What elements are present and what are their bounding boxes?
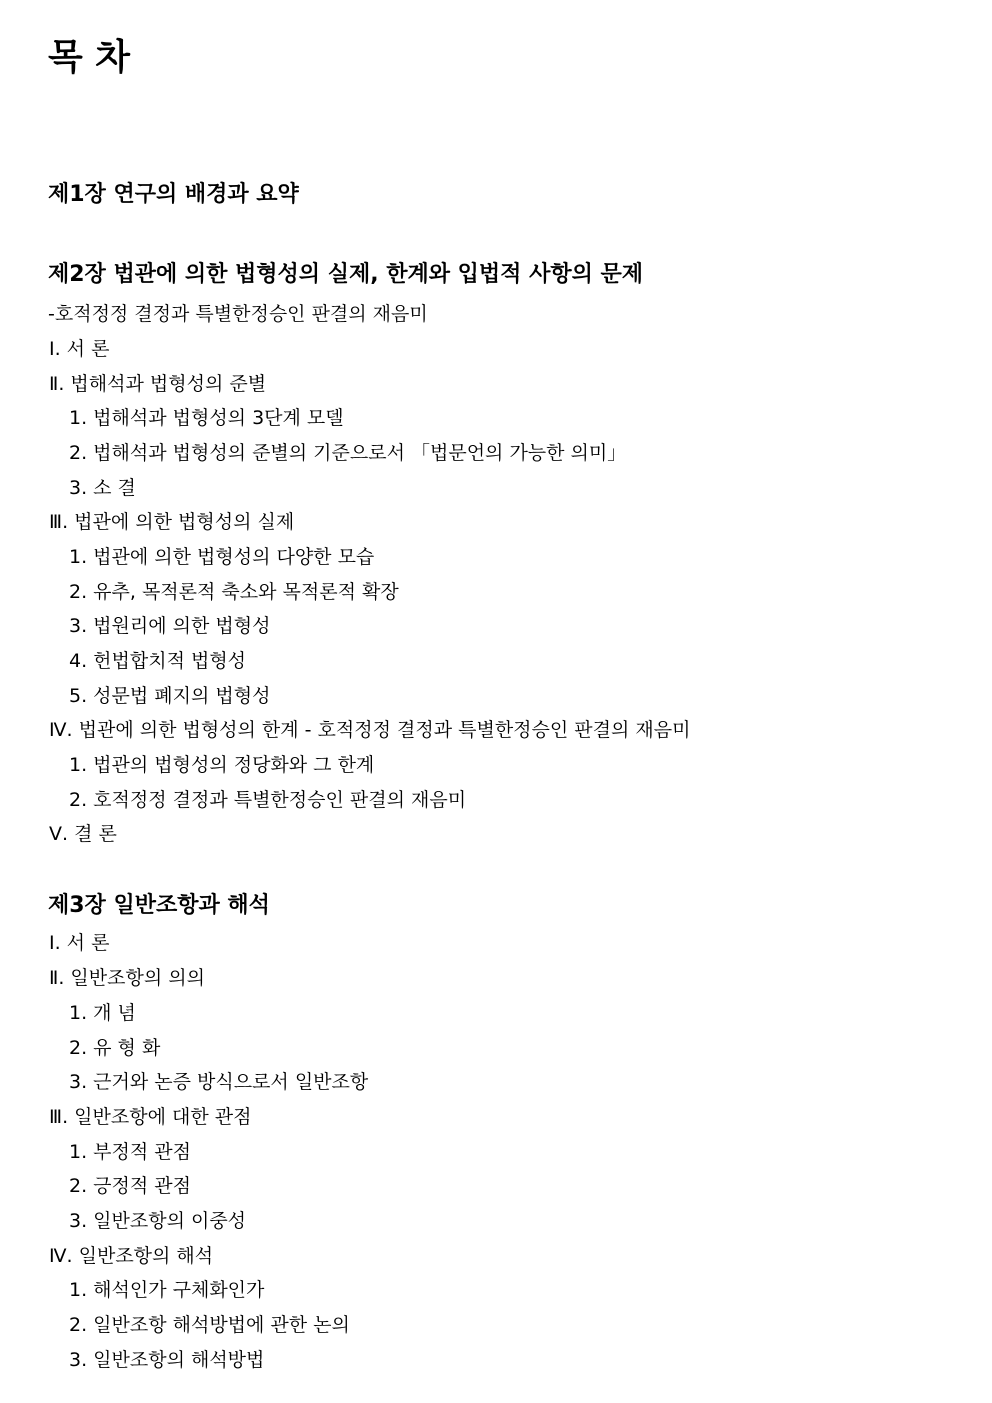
toc-entry: 2. 긍정적 관점 (69, 1175, 191, 1197)
toc-entry: Ⅲ. 법관에 의한 법형성의 실제 (49, 511, 295, 533)
toc-entry: 3. 법원리에 의한 법형성 (69, 615, 271, 637)
toc-entry: Ⅲ. 일반조항에 대한 관점 (49, 1106, 252, 1128)
chapter-3-heading: 제3장 일반조항과 해석 (48, 893, 270, 918)
toc-entry: 2. 법해석과 법형성의 준별의 기준으로서 「법문언의 가능한 의미」 (69, 442, 627, 464)
toc-entry: 1. 법관의 법형성의 정당화와 그 한계 (69, 754, 375, 776)
toc-entry: 3. 근거와 논증 방식으로서 일반조항 (69, 1071, 369, 1093)
toc-entry: Ⅳ. 일반조항의 해석 (49, 1245, 214, 1267)
toc-entry: Ⅱ. 일반조항의 의의 (49, 967, 205, 989)
toc-entry: 3. 일반조항의 해석방법 (69, 1349, 265, 1371)
toc-entry: 1. 해석인가 구체화인가 (69, 1279, 265, 1301)
page-title: 목 차 (48, 37, 131, 78)
toc-entry: 1. 법관에 의한 법형성의 다양한 모습 (69, 546, 375, 568)
toc-entry: 2. 유추, 목적론적 축소와 목적론적 확장 (69, 581, 399, 603)
toc-entry: 3. 소 결 (69, 477, 136, 499)
toc-entry: 2. 유 형 화 (69, 1037, 161, 1059)
toc-entry: 1. 개 념 (69, 1002, 136, 1024)
toc-entry: Ⅴ. 결 론 (49, 823, 117, 845)
toc-entry: 4. 헌법합치적 법형성 (69, 650, 247, 672)
toc-entry: 2. 호적정정 결정과 특별한정승인 판결의 재음미 (69, 789, 467, 811)
chapter-1-heading: 제1장 연구의 배경과 요약 (48, 182, 299, 207)
toc-entry: 1. 부정적 관점 (69, 1141, 191, 1163)
toc-entry: 1. 법해석과 법형성의 3단계 모델 (69, 407, 344, 429)
toc-entry: 3. 일반조항의 이중성 (69, 1210, 247, 1232)
toc-entry: 2. 일반조항 해석방법에 관한 논의 (69, 1314, 350, 1336)
toc-entry: Ⅰ. 서 론 (49, 932, 110, 954)
toc-entry: Ⅳ. 법관에 의한 법형성의 한계 - 호적정정 결정과 특별한정승인 판결의 재음미 (49, 719, 691, 741)
toc-entry: 5. 성문법 폐지의 법형성 (69, 685, 271, 707)
toc-entry: Ⅰ. 서 론 (49, 338, 110, 360)
chapter-2-subtitle: -호적정정 결정과 특별한정승인 판결의 재음미 (48, 303, 428, 325)
chapter-2-heading: 제2장 법관에 의한 법형성의 실제, 한계와 입법적 사항의 문제 (48, 262, 643, 287)
toc-entry: Ⅱ. 법해석과 법형성의 준별 (49, 373, 267, 395)
